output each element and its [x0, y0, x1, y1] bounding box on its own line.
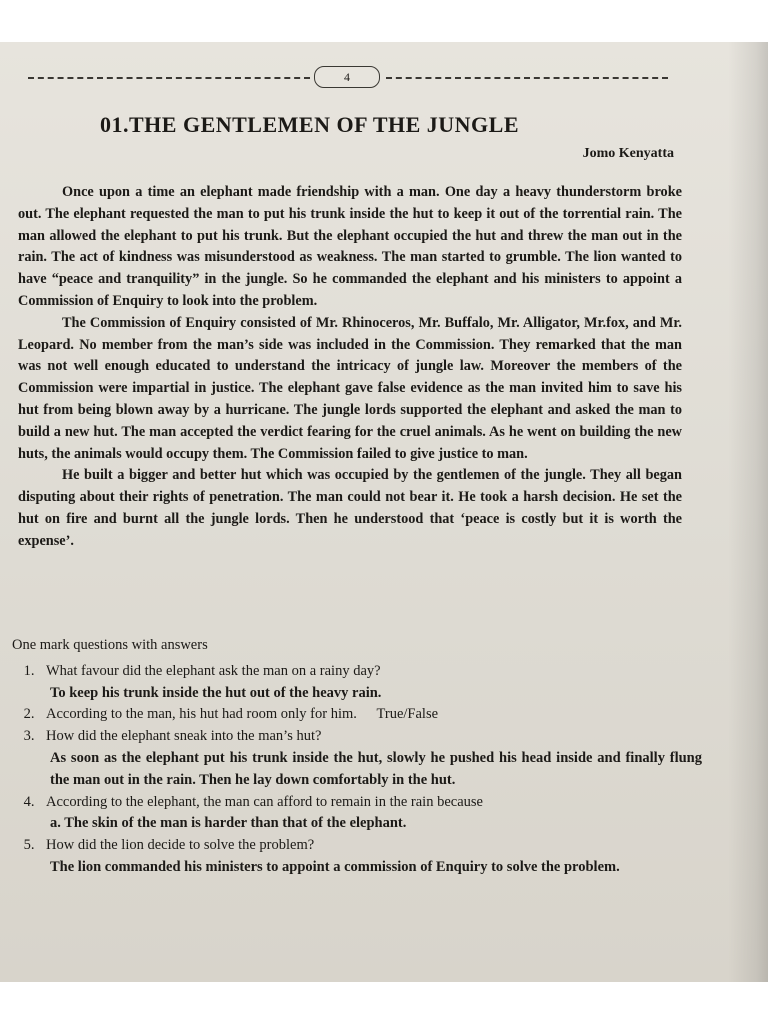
- page-number: 4: [314, 66, 380, 88]
- answer-text: To keep his trunk inside the hut out of the heavy rain.: [50, 684, 382, 701]
- question-text: How did the elephant sneak into the man’s hut?: [46, 728, 322, 745]
- question-text: According to the elephant, the man can afford to remain in the rain because: [46, 793, 483, 810]
- paragraph-3: He built a bigger and better hut which was occupied by the gentlemen of the jungle. They all began disputing about their rights of penetration. The man could not bear it. He took a harsh decision. He set the hut on fire and burnt all the jungle lords. Then he understood that ‘peace is costly but it is worth the expense’.: [18, 467, 682, 549]
- book-page: [0, 42, 768, 982]
- question-item: [12, 792, 702, 836]
- paragraph-1: Once upon a time an elephant made friendship with a man. One day a heavy thunderstorm broke out. The elephant requested the man to put his trunk inside the hut to keep it out of the torrential rain. The man allowed the elephant to put his trunk. But the elephant occupied the hut and threw the man out in the rain. The act of kindness was misunderstood as weakness. The man started to grumble. The lion wanted to have “peace and tranquility” in the jungle. So he commanded the elephant and his ministers to appoint a Commission of Enquiry to look into the problem.: [18, 184, 682, 309]
- question-number: 4.: [23, 793, 35, 810]
- question-number: 2.: [23, 706, 35, 723]
- page-edge-shadow: [728, 42, 768, 982]
- question-item: [12, 835, 702, 879]
- question-item: [12, 704, 702, 726]
- question-text: According to the man, his hut had room only for him.: [46, 706, 357, 723]
- question-list: [12, 661, 702, 879]
- question-item: [12, 661, 702, 705]
- question-number: 5.: [23, 837, 35, 854]
- question-text: What favour did the elephant ask the man on a rainy day?: [46, 662, 381, 679]
- story-summary: [18, 182, 682, 553]
- answer-text: a. The skin of the man is harder than that of the elephant.: [50, 815, 407, 832]
- questions-section: [12, 635, 702, 879]
- page-header-rule: [28, 72, 668, 84]
- true-false-label: True/False: [376, 706, 439, 723]
- questions-heading: One mark questions with answers: [12, 637, 208, 653]
- question-text: How did the lion decide to solve the problem?: [46, 837, 315, 854]
- question-number: 1.: [23, 662, 35, 679]
- author-name: Jomo Kenyatta: [582, 146, 674, 161]
- dashed-rule-left: [28, 77, 310, 79]
- question-number: 3.: [23, 728, 35, 745]
- dashed-rule-right: [386, 77, 668, 79]
- answer-text: The lion commanded his ministers to appoint a commission of Enquiry to solve the problem.: [50, 858, 620, 875]
- answer-text: As soon as the elephant put his trunk inside the hut, slowly he pushed his head inside and finally flung the man out in the rain. Then he lay down comfortably in the hut.: [50, 749, 702, 788]
- paragraph-2: The Commission of Enquiry consisted of Mr. Rhinoceros, Mr. Buffalo, Mr. Alligator, Mr.fox, and Mr. Leopard. No member from the man’s side was included in the Commission. They remarked that the man was not well enough educated to understand the intricacy of jungle law. Moreover the members of the Commission were impartial in justice. The elephant gave false evidence as the man invited him to save his hut from being blown away by a hurricane. The jungle lords supported the elephant and asked the man to build a new hut. The man accepted the verdict fearing for the cruel animals. As he went on building the new huts, the animals would occupy them. The Commission failed to give justice to man.: [18, 314, 682, 462]
- question-item: [12, 726, 702, 791]
- chapter-title: 01.THE GENTLEMEN OF THE JUNGLE: [100, 112, 520, 137]
